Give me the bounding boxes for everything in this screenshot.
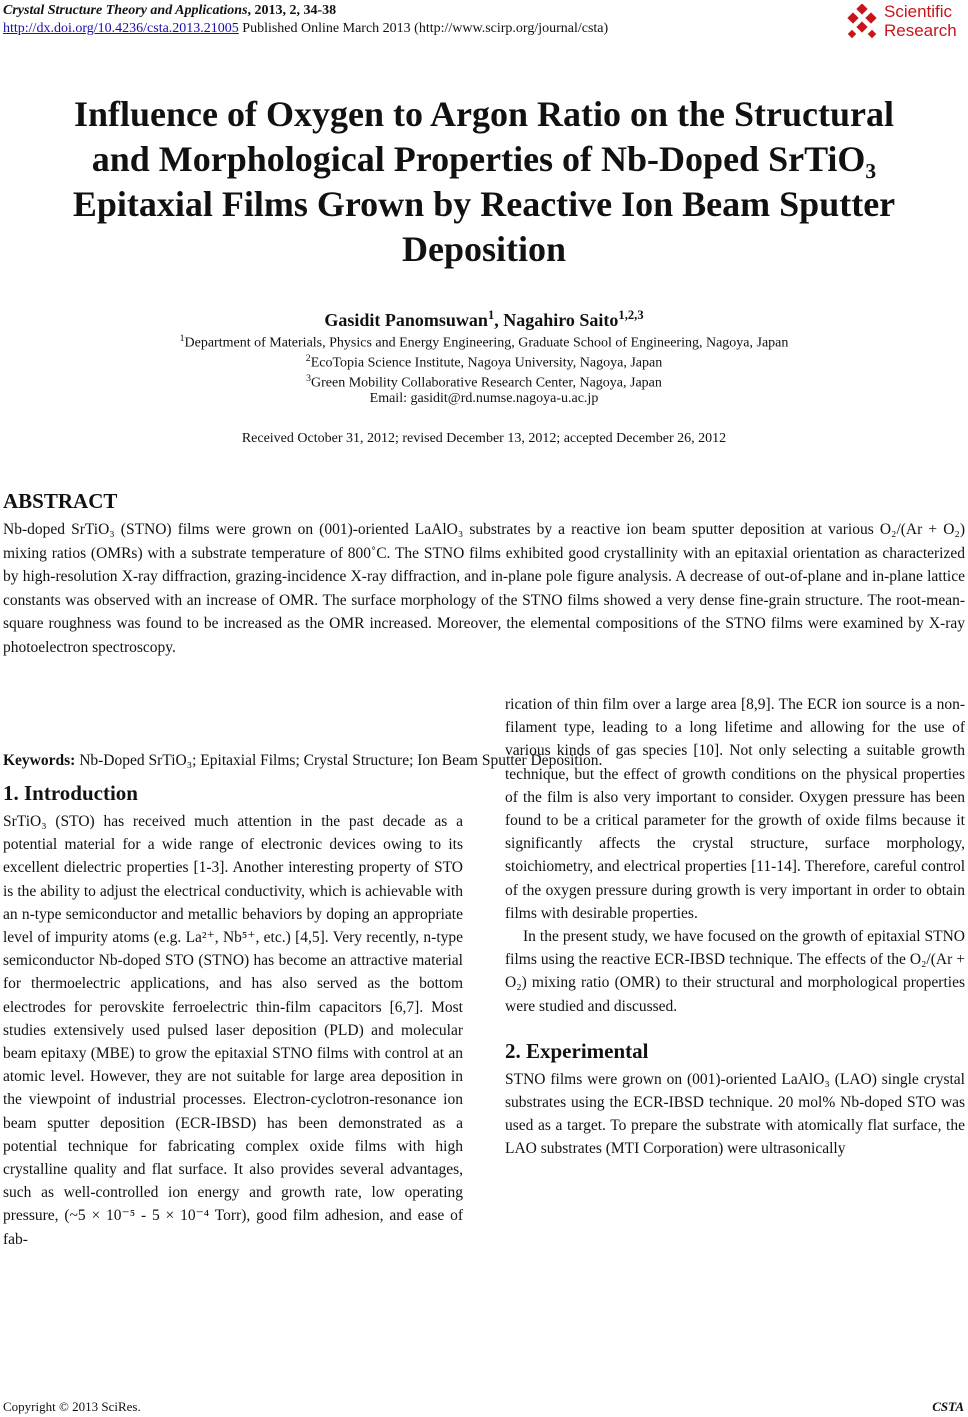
received-dates: Received October 31, 2012; revised December 13, 2012; accepted December 26, 2012 xyxy=(241,431,727,446)
affiliation: $^1$Department of Materials, Physics and Energy Engineering, Graduate School of Engineering, Nagoya, Japan xyxy=(179,333,789,351)
doi-link[interactable]: http://dx.doi.org/10.4236/csta.2013.21005 xyxy=(3,21,239,36)
author-name: Nagahiro Saito xyxy=(503,310,619,330)
keywords-text: Nb-Doped SrTiO₃; Epitaxial Films; Crystal Structure; Ion Beam Sputter Deposition. xyxy=(75,752,603,769)
logo-text: Scientific Research xyxy=(884,2,957,40)
journal-name: Crystal Structure Theory and Applications xyxy=(3,3,248,18)
paragraph: In the present study, we have focused on the growth of epitaxial STNO films using the reactive ECR-IBSD technique. The effects of the O₂/(Ar + O₂) mixing ratio (OMR) to their structural and morphological properties were studied and discussed. xyxy=(505,928,965,1015)
doi-line xyxy=(3,20,608,37)
journal-volume: , 2013, 2, 34-38 xyxy=(247,3,337,18)
keywords-label: Keywords: xyxy=(3,752,76,769)
abstract-heading: ABSTRACT xyxy=(3,489,118,513)
abstract-text: Nb-doped SrTiO₃ (STNO) films were grown on (001)-oriented LaAlO₃ substrates by a reactive ion beam sputter deposition at various O₂/(Ar + O₂) mixing ratios (OMRs) with a substrate temperature of 800˚C. The STNO films exhibited good crystallinity with an epitaxial orientation as characterized by high-resolution X-ray diffraction, grazing-incidence X-ray diffraction, and in-plane pole figure analysis. A decrease of out-of-plane and in-plane lattice constants was observed with an increase of OMR. The surface morphology of the STNO films showed a very dense fine-grain structure. The root-mean-square roughness was found to be increased as the OMR increased. Moreover, the elemental compositions of the STNO films were examined by X-ray photoelectron spectroscopy. xyxy=(3,521,965,656)
affiliation: $^3$Green Mobility Collaborative Research Center, Nagoya, Japan xyxy=(306,373,662,391)
section-heading: 1. Introduction xyxy=(3,781,138,805)
column-right xyxy=(505,693,965,1161)
column-left xyxy=(3,780,463,1251)
published-text: Published Online March 2013 (http://www.scirp.org/journal/csta) xyxy=(238,21,609,36)
section-heading: 2. Experimental xyxy=(505,1038,649,1063)
journal-abbrev: CSTA xyxy=(932,1399,964,1414)
copyright: Copyright © 2013 SciRes. xyxy=(3,1399,141,1414)
email: Email: gasidit@rd.numse.nagoya-u.ac.jp xyxy=(369,391,599,406)
journal-citation xyxy=(3,2,336,19)
scientific-research-logo xyxy=(844,2,966,42)
paragraph: STNO films were grown on (001)-oriented LaAlO₃ (LAO) single crystal substrates using the ECR-IBSD technique. 20 mol% Nb-doped STO was used as a target. To prepare the substrate with atomically flat surface, the LAO substrates (MTI Corporation) were ultrasonically xyxy=(505,1070,965,1158)
affiliation: $^2$EcoTopia Science Institute, Nagoya University, Nagoya, Japan xyxy=(305,353,663,371)
logo-icon xyxy=(844,4,880,40)
authors: Gasidit Panomsuwan$^1$, Nagahiro Saito$^{1,2,3}$ xyxy=(324,308,644,330)
paper-title: Influence of Oxygen to Argon Ratio on the Structural and Morphological Properties of Nb-Doped SrTiO₃ Epitaxial Films Grown by Reactive Ion Beam Sputter Deposition xyxy=(72,94,896,269)
author-name: Gasidit Panomsuwan xyxy=(324,310,488,330)
paragraph: rication of thin film over a large area [8,9]. The ECR ion source is a non-filament type, leading to a long lifetime and allowing for the use of various kinds of gas species [10]. Not only selecting a suitable growth technique, but the effect of growth conditions on the physical properties of the film is also very important to consider. Oxygen pressure has been found to be a critical parameter for the growth of oxide films because it significantly affects the crystal structure, surface morphology, stoichiometry, and electrical properties [11-14]. Therefore, careful control of the oxygen pressure during growth is very important in order to obtain films with desirable properties. xyxy=(505,696,965,922)
paragraph: SrTiO₃ (STO) has received much attention in the past decade as a potential material for a wide range of electronic devices owing to its excellent dielectric properties [1-3]. Another interesting property of STO is the ability to adjust the electrical conductivity, which is achievable with an n-type semiconductor and metallic behaviors by doping an appropriate level of impurity atoms (e.g. La²⁺, Nb⁵⁺, etc.) [4,5]. Very recently, n-type semiconductor Nb-doped STO (STNO) has become an attractive material for thermoelectric applications, and has also served as the bottom electrodes for perovskite ferroelectric thin-film capacitors [6,7]. Most studies extensively used pulsed laser deposition (PLD) and molecular beam epitaxy (MBE) to grow the epitaxial STNO films with control at an atomic level. However, they are not suitable for large area deposition in the viewpoint of industrial processes. Electron-cyclotron-resonance ion beam sputter deposition (ECR-IBSD) has been demonstrated as a potential technique for fabricating complex oxide films with high crystalline quality and flat surface. It also provides several advantages, such as well-controlled ion energy and growth rate, low operating pressure, (~5 × 10⁻⁵ - 5 × 10⁻⁴ Torr), good film adhesion, and ease of fab- xyxy=(3,813,463,1248)
